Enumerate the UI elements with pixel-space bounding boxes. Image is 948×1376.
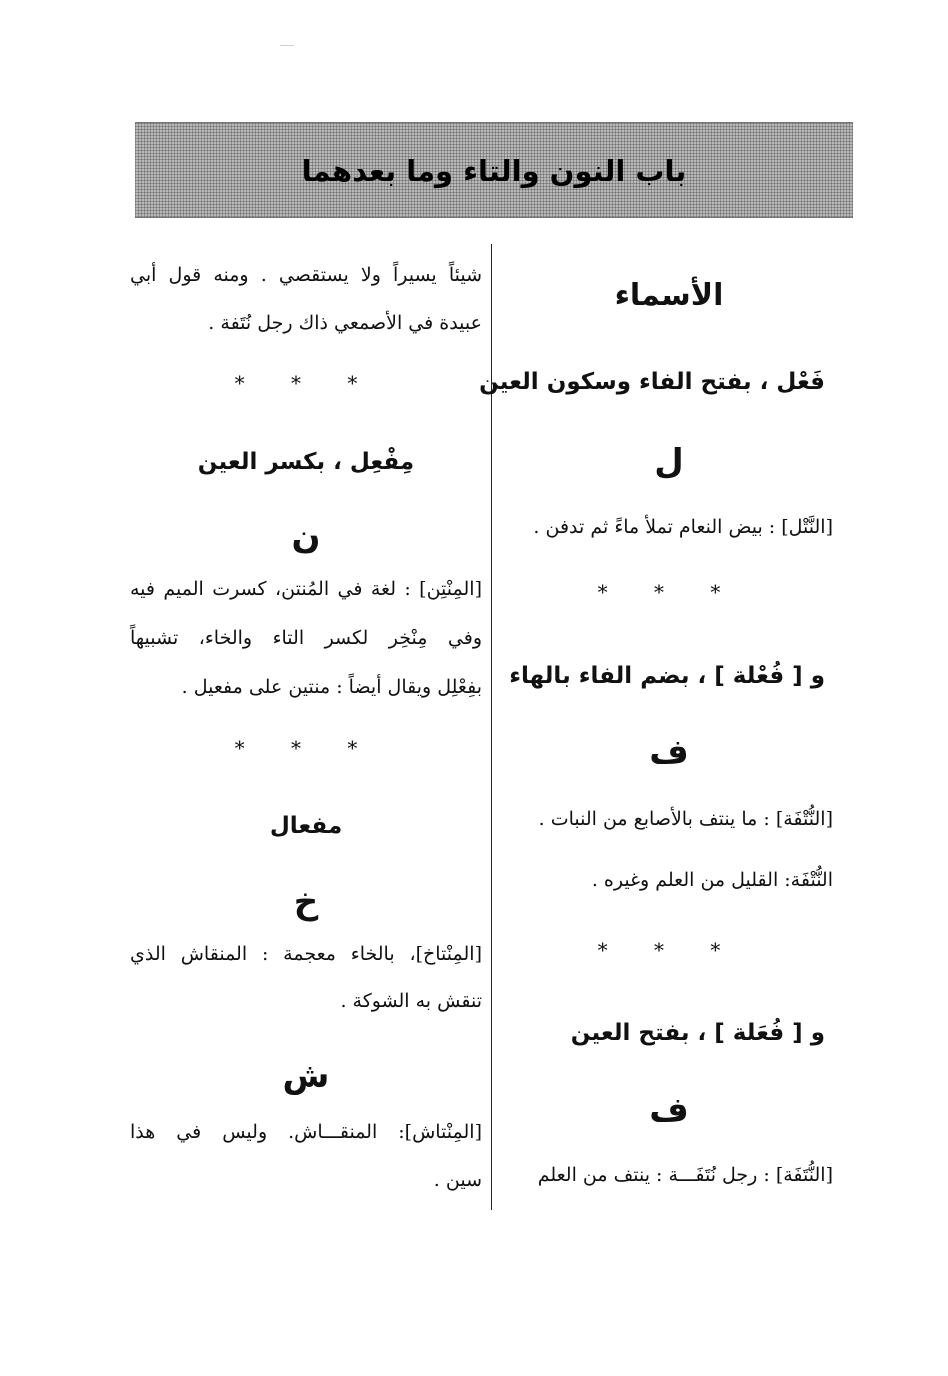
entry-text: [النَّتْل] : بيض النعام تملأ ماءً ثم تدفن . xyxy=(533,516,833,538)
section-separator: * * * xyxy=(234,371,378,395)
entry-text: وفي مِنْخِر لكسر التاء والخاء، تشبيهاً xyxy=(130,627,482,649)
entry-text: [المِنْتاخ]، بالخاء معجمة : المنقاش الذي xyxy=(130,943,482,965)
chapter-banner xyxy=(135,122,853,218)
letter-heading: ش xyxy=(282,1056,330,1096)
pattern-heading: و [ فُعْلة ] ، بضم الفاء بالهاء xyxy=(509,663,825,689)
pattern-heading: فَعْل ، بفتح الفاء وسكون العين xyxy=(479,369,825,395)
section-separator: * * * xyxy=(597,938,741,962)
entry-text: النُّتْفَة: القليل من العلم وغيره . xyxy=(591,869,833,891)
pattern-heading: و [ فُعَلة ] ، بفتح العين xyxy=(570,1020,825,1046)
letter-heading: ف xyxy=(649,732,689,772)
entry-text: [المِنْتِن] : لغة في المُنتن، كسرت الميم فيه xyxy=(130,578,482,600)
letter-heading: ف xyxy=(649,1090,689,1130)
entry-text: عبيدة في الأصمعي ذاك رجل نُتَفة . xyxy=(208,312,482,334)
entry-text: تنقش به الشوكة . xyxy=(340,990,482,1012)
letter-heading: ل xyxy=(654,442,684,482)
entry-text: [النُّتْفَة] : ما ينتف بالأصابع من النبات . xyxy=(538,808,833,830)
pattern-heading: مِفْعِل ، بكسر العين xyxy=(197,449,415,475)
entry-text: شيئاً يسيراً ولا يستقصي . ومنه قول أبي xyxy=(130,264,482,286)
entry-text: [المِنْتاش]: المنقـــاش. وليس في هذا xyxy=(130,1121,482,1143)
entry-text: بفِعْلِل ويقال أيضاً : منتين على مفعيل . xyxy=(181,676,482,698)
section-separator: * * * xyxy=(597,580,741,604)
section-separator: * * * xyxy=(234,736,378,760)
letter-heading: خ xyxy=(293,882,319,922)
entry-text: [النُّتَفَة] : رجل نُتَفَـــة : ينتف من العلم xyxy=(537,1164,833,1186)
chapter-title: باب النون والتاء وما بعدهما xyxy=(301,154,687,188)
section-title: الأسماء xyxy=(614,278,724,313)
scan-speck xyxy=(280,45,294,46)
letter-heading: ن xyxy=(291,517,321,557)
pattern-heading: مفعال xyxy=(269,813,343,839)
entry-text: سين . xyxy=(433,1169,482,1191)
